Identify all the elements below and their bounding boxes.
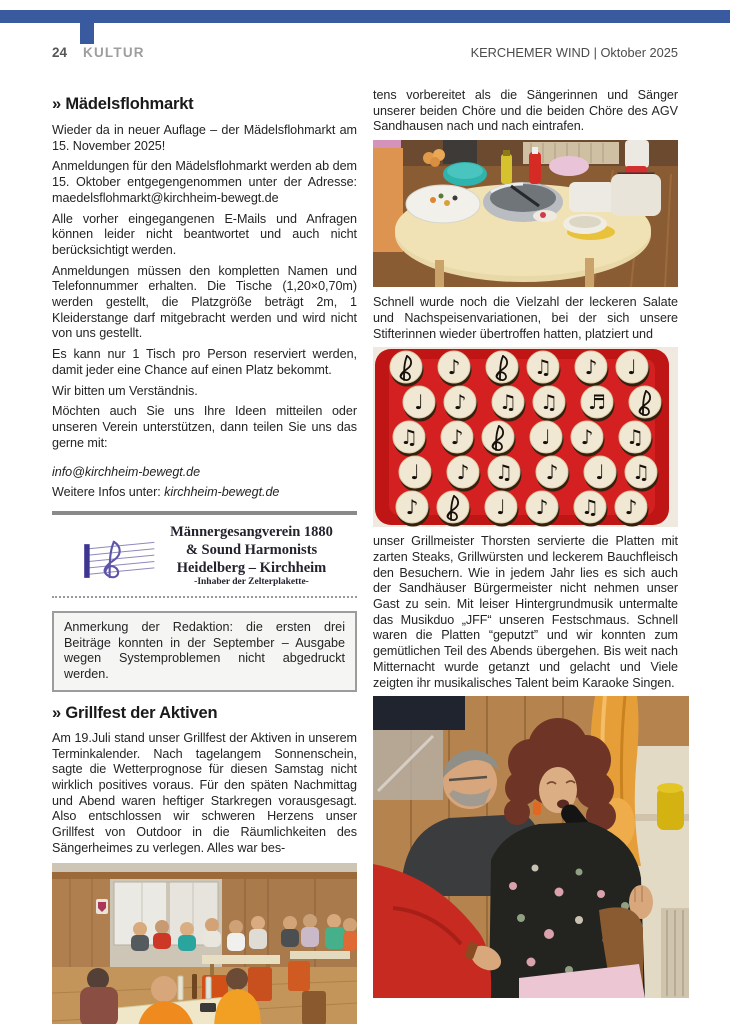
header-accent-bar xyxy=(0,10,730,23)
article1-title: » Mädelsflohmarkt xyxy=(52,95,194,113)
svg-text:♪: ♪ xyxy=(447,355,461,380)
header-left xyxy=(52,44,145,62)
email-link[interactable]: info@kirchheim-bewegt.de xyxy=(52,465,201,480)
svg-text:♪: ♪ xyxy=(456,460,470,485)
svg-text:♫: ♫ xyxy=(499,390,517,415)
svg-text:♩: ♩ xyxy=(627,355,637,380)
svg-text:♩: ♩ xyxy=(541,425,551,450)
club-logo-text xyxy=(170,523,333,589)
svg-text:♩: ♩ xyxy=(595,460,605,485)
editor-note-box: Anmerkung der Redaktion: die ersten drei Beiträge konnten in der September – Ausgabe wegen Systemproblemen nicht abgedruckt werden. xyxy=(52,611,357,692)
article1-paragraph: Möchten auch Sie uns Ihre Ideen mitteilen oder unseren Verein unterstützen, dann teilen Sie uns das gerne mit: xyxy=(52,404,357,450)
right-column xyxy=(373,88,678,998)
svg-text:♫: ♫ xyxy=(400,425,418,450)
svg-text:♪: ♪ xyxy=(584,355,598,380)
more-info-label: Weitere Infos unter: xyxy=(52,485,165,500)
article1-paragraph: Anmeldungen müssen den kompletten Namen und Telefonnummer erhalten. Die Tische (1,20×0,70m) werden gestellt, die Platzgröße beträgt 2m, 1 Kleiderstange darf mitgebracht werden und wird nicht von uns gestellt. xyxy=(52,263,357,341)
article1-paragraph: Wieder da in neuer Auflage – der Mädelsflohmarkt am 15. November 2025! xyxy=(52,123,357,153)
photo-karaoke-singing xyxy=(373,696,689,998)
article1-paragraph: Alle vorher eingegangenen E-Mails und Anfragen können leider nicht beantwortet und auch nicht berücksichtigt werden. xyxy=(52,211,357,257)
photo-note-muffins xyxy=(373,347,678,527)
svg-text:♪: ♪ xyxy=(405,495,419,520)
right-paragraph-2: Schnell wurde noch die Vielzahl der leckeren Salate und Nachspeisenvariationen, bei der sich unsere Stifterinnen wieder übertroffen hatten, platziert und xyxy=(373,295,678,341)
issue-label: KERCHEMER WIND | Oktober 2025 xyxy=(470,45,678,60)
svg-text:♫: ♫ xyxy=(495,460,513,485)
svg-text:♪: ♪ xyxy=(450,425,464,450)
contact-links xyxy=(52,465,357,500)
right-paragraph-3: unser Grillmeister Thorsten servierte die Platten mit zarten Steaks, Grillwürsten und leckerem Bauchfleisch den Besuchern. Wie in jedem Jahr lies es sich auch der Sandhäuser Bürgermeister nicht nehmen unser Gast zu sein. Mit leiser Hintergrundmusik untermalte das Musikduo „JFF“ unseren Festschmaus. Schnell waren die Platten “geputzt” und wir konnten zum gemütlichen Teil des Abends übergehen. Bis weit nach Mitternacht wurde getanzt und gelacht und Viele zeigten ihr musikalisches Talent beim Karaoke Singen. xyxy=(373,534,678,690)
svg-text:♩: ♩ xyxy=(410,460,420,485)
svg-text:♩: ♩ xyxy=(496,495,506,520)
page-header xyxy=(52,44,678,62)
svg-text:♪: ♪ xyxy=(545,460,559,485)
svg-text:♪: ♪ xyxy=(453,390,467,415)
svg-text:♫: ♫ xyxy=(534,355,552,380)
article1-paragraph: Anmeldungen für den Mädelsflohmarkt werden ab dem 15. Oktober entgegengenommen unter der Adresse: maedelsflohmarkt@kirchheim-bewegt.de xyxy=(52,159,357,205)
svg-text:♩: ♩ xyxy=(414,390,424,415)
header-accent-tab xyxy=(80,23,94,44)
photo-salad-table xyxy=(373,140,678,287)
website-link[interactable]: kirchheim-bewegt.de xyxy=(164,485,280,500)
club-name-line3: Heidelberg – Kirchheim xyxy=(176,560,327,577)
svg-text:♪: ♪ xyxy=(624,495,638,520)
section-label: KULTUR xyxy=(83,45,145,60)
article1-paragraph: Wir bitten um Verständnis. xyxy=(52,383,198,398)
right-paragraph-1: tens vorbereitet als die Sängerinnen und Sänger unserer beiden Chöre und die beiden Chöre des AGV Sandhausen nach und nach eintrafen. xyxy=(373,88,678,134)
page-number: 24 xyxy=(52,45,68,60)
svg-text:♪: ♪ xyxy=(535,495,549,520)
club-name-line2: & Sound Harmonists xyxy=(185,541,318,558)
club-name-line1: Männergesangverein 1880 xyxy=(170,523,333,540)
article2-paragraph: Am 19.Juli stand unser Grillfest der Aktiven in unserem Terminkalender. Nach tagelangem Sonnenschein, sagte die Wetterprognose für diesen Samstag nicht wirklich positives voraus. Für den späten Nachmittag und Abend waren heftiger Starkregen vorausgesagt. Also entschlossen wir schweren Herzens unser Grillfest von Outdoor in die Räumlichkeiten des Sängerheimes zu verlegen. Alles war bes- xyxy=(52,730,357,855)
svg-text:♫: ♫ xyxy=(626,425,644,450)
article2-title: » Grillfest der Aktiven xyxy=(52,703,218,722)
article1-paragraph: Es kann nur 1 Tisch pro Person reserviert werden, damit jeder eine Chance auf einen Platz bekommt. xyxy=(52,347,357,377)
photo-grillfest-hall xyxy=(52,863,357,1024)
svg-text:♫: ♫ xyxy=(632,460,650,485)
svg-text:♫: ♫ xyxy=(540,390,558,415)
left-column xyxy=(52,88,357,1024)
treble-clef-staff-icon xyxy=(76,528,158,584)
svg-text:♫: ♫ xyxy=(581,495,599,520)
svg-text:♪: ♪ xyxy=(580,425,594,450)
svg-text:♬: ♬ xyxy=(588,390,606,415)
club-name-line4: -Inhaber der Zelterplakette- xyxy=(194,577,309,588)
club-logo-block xyxy=(52,511,357,598)
